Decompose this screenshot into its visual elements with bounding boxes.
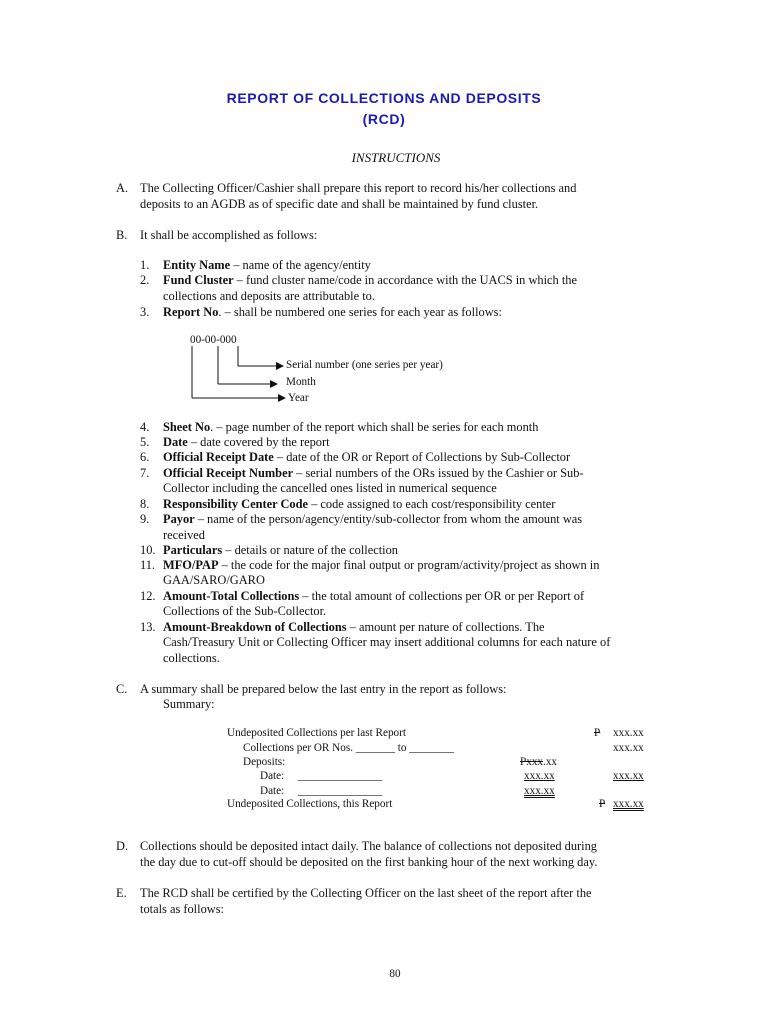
item-term: Fund Cluster bbox=[163, 273, 234, 287]
summary-amount: xxx.xx bbox=[613, 727, 644, 739]
section-e-line-1: The RCD shall be certified by the Collecting Officer on the last sheet of the report after the bbox=[140, 886, 592, 900]
summary-deposit-amount: xxx.xx bbox=[524, 770, 555, 782]
diagram-year-label: Year bbox=[288, 392, 309, 404]
item-13-cont: Cash/Treasury Unit or Collecting Officer may insert additional columns for each nature of bbox=[163, 635, 611, 649]
item-desc: – the code for the major final output or program/activity/project as shown in bbox=[218, 558, 600, 572]
item-desc: – fund cluster name/code in accordance with the UACS in which the bbox=[233, 273, 577, 287]
item-5 bbox=[163, 435, 330, 450]
item-3 bbox=[163, 305, 502, 320]
item-4 bbox=[163, 420, 538, 435]
report-title: REPORT OF COLLECTIONS AND DEPOSITS bbox=[226, 90, 542, 106]
section-b-letter: B. bbox=[116, 228, 128, 242]
item-term: Amount-Breakdown of Collections bbox=[163, 620, 347, 634]
item-term: Particulars bbox=[163, 543, 223, 557]
instructions-heading: INSTRUCTIONS bbox=[351, 150, 441, 165]
diagram-month-label: Month bbox=[286, 376, 316, 388]
item-desc: – date of the OR or Report of Collections by Sub-Collector bbox=[273, 450, 571, 464]
report-number-code: 00-00-000 bbox=[190, 334, 237, 346]
summary-row-collections: Collections per OR Nos. _______ to ________ bbox=[243, 742, 455, 754]
item-7 bbox=[163, 466, 584, 481]
report-number-diagram bbox=[190, 346, 300, 406]
summary-row-deposits: Deposits: bbox=[243, 756, 286, 768]
item-12-cont: Collections of the Sub-Collector. bbox=[163, 604, 327, 618]
item-term: Entity Name bbox=[163, 258, 231, 272]
section-a-line-2: deposits to an AGDB as of specific date and shall be maintained by fund cluster. bbox=[140, 197, 539, 211]
item-12 bbox=[163, 589, 584, 604]
item-number: 9. bbox=[140, 512, 150, 526]
item-number: 10. bbox=[140, 543, 156, 557]
item-desc: . – page number of the report which shall be series for each month bbox=[210, 420, 539, 434]
item-desc: – serial numbers of the ORs issued by the Cashier or Sub- bbox=[293, 466, 584, 480]
section-a-line-1: The Collecting Officer/Cashier shall prepare this report to record his/her collections and bbox=[140, 181, 577, 195]
item-10 bbox=[163, 543, 398, 558]
item-1 bbox=[163, 258, 371, 273]
item-desc: – details or nature of the collection bbox=[222, 543, 399, 557]
item-term: Amount-Total Collections bbox=[163, 589, 300, 603]
item-desc: – code assigned to each cost/responsibility center bbox=[308, 497, 556, 511]
section-e-letter: E. bbox=[116, 886, 127, 900]
item-13-cont-2: collections. bbox=[163, 651, 220, 665]
summary-amount: xxx.xx bbox=[613, 770, 644, 782]
section-c-text: A summary shall be prepared below the last entry in the report as follows: bbox=[140, 682, 507, 696]
item-number: 12. bbox=[140, 589, 156, 603]
item-term: Payor bbox=[163, 512, 195, 526]
summary-row-undeposited-last: Undeposited Collections per last Report bbox=[227, 727, 406, 739]
section-c-letter: C. bbox=[116, 682, 128, 696]
item-desc: – date covered by the report bbox=[187, 435, 330, 449]
item-number: 2. bbox=[140, 273, 150, 287]
peso-amount: Pxxx bbox=[520, 756, 544, 768]
item-2 bbox=[163, 273, 577, 288]
section-a-letter: A. bbox=[116, 181, 129, 195]
item-11 bbox=[163, 558, 599, 573]
item-number: 11. bbox=[140, 558, 156, 572]
summary-deposit-amount: xxx.xx bbox=[524, 785, 555, 797]
item-desc: – name of the agency/entity bbox=[230, 258, 371, 272]
item-number: 5. bbox=[140, 435, 150, 449]
summary-amount: xxx.xx bbox=[613, 798, 644, 810]
section-d-line-1: Collections should be deposited intact daily. The balance of collections not deposited during bbox=[140, 839, 597, 853]
item-6 bbox=[163, 450, 570, 465]
item-number: 6. bbox=[140, 450, 150, 464]
item-number: 1. bbox=[140, 258, 150, 272]
item-number: 8. bbox=[140, 497, 150, 511]
item-desc: – amount per nature of collections. The bbox=[346, 620, 545, 634]
summary-date-blank: _______________ bbox=[298, 785, 382, 797]
peso-sign: P bbox=[594, 727, 601, 739]
summary-row-undeposited-this: Undeposited Collections, this Report bbox=[227, 798, 393, 810]
item-desc: – the total amount of collections per OR or per Report of bbox=[299, 589, 585, 603]
item-9 bbox=[163, 512, 582, 527]
section-b-text: It shall be accomplished as follows: bbox=[140, 228, 318, 242]
item-11-cont: GAA/SARO/GARO bbox=[163, 573, 265, 587]
item-number: 7. bbox=[140, 466, 150, 480]
section-d-line-2: the day due to cut-off should be deposited on the first banking hour of the next working day. bbox=[140, 855, 598, 869]
item-term: Report No bbox=[163, 305, 219, 319]
summary-amount: xxx.xx bbox=[613, 742, 644, 754]
item-term: Official Receipt Date bbox=[163, 450, 274, 464]
section-d-letter: D. bbox=[116, 839, 129, 853]
item-term: Date bbox=[163, 435, 188, 449]
item-term: Responsibility Center Code bbox=[163, 497, 309, 511]
peso-amount-decimals: .xx bbox=[543, 756, 557, 768]
item-13 bbox=[163, 620, 545, 635]
item-number: 13. bbox=[140, 620, 156, 634]
item-number: 3. bbox=[140, 305, 150, 319]
item-term: MFO/PAP bbox=[163, 558, 219, 572]
item-number: 4. bbox=[140, 420, 150, 434]
item-term: Official Receipt Number bbox=[163, 466, 294, 480]
summary-deposit-total bbox=[520, 756, 557, 768]
item-7-cont: Collector including the cancelled ones listed in numerical sequence bbox=[163, 481, 497, 495]
summary-row-date: Date: bbox=[260, 785, 285, 797]
section-e-line-2: totals as follows: bbox=[140, 902, 224, 916]
summary-date-blank: _______________ bbox=[298, 770, 382, 782]
report-subtitle: (RCD) bbox=[362, 111, 406, 127]
page-number: 80 bbox=[389, 968, 401, 980]
item-desc: . – shall be numbered one series for each year as follows: bbox=[218, 305, 502, 319]
diagram-serial-label: Serial number (one series per year) bbox=[286, 359, 443, 371]
peso-sign: P bbox=[599, 798, 606, 810]
summary-label: Summary: bbox=[163, 697, 215, 711]
item-term: Sheet No bbox=[163, 420, 211, 434]
item-desc: – name of the person/agency/entity/sub-collector from whom the amount was bbox=[194, 512, 583, 526]
summary-row-date: Date: bbox=[260, 770, 285, 782]
item-8 bbox=[163, 497, 555, 512]
item-2-cont: collections and deposits are attributable to. bbox=[163, 289, 375, 303]
item-9-cont: received bbox=[163, 528, 205, 542]
